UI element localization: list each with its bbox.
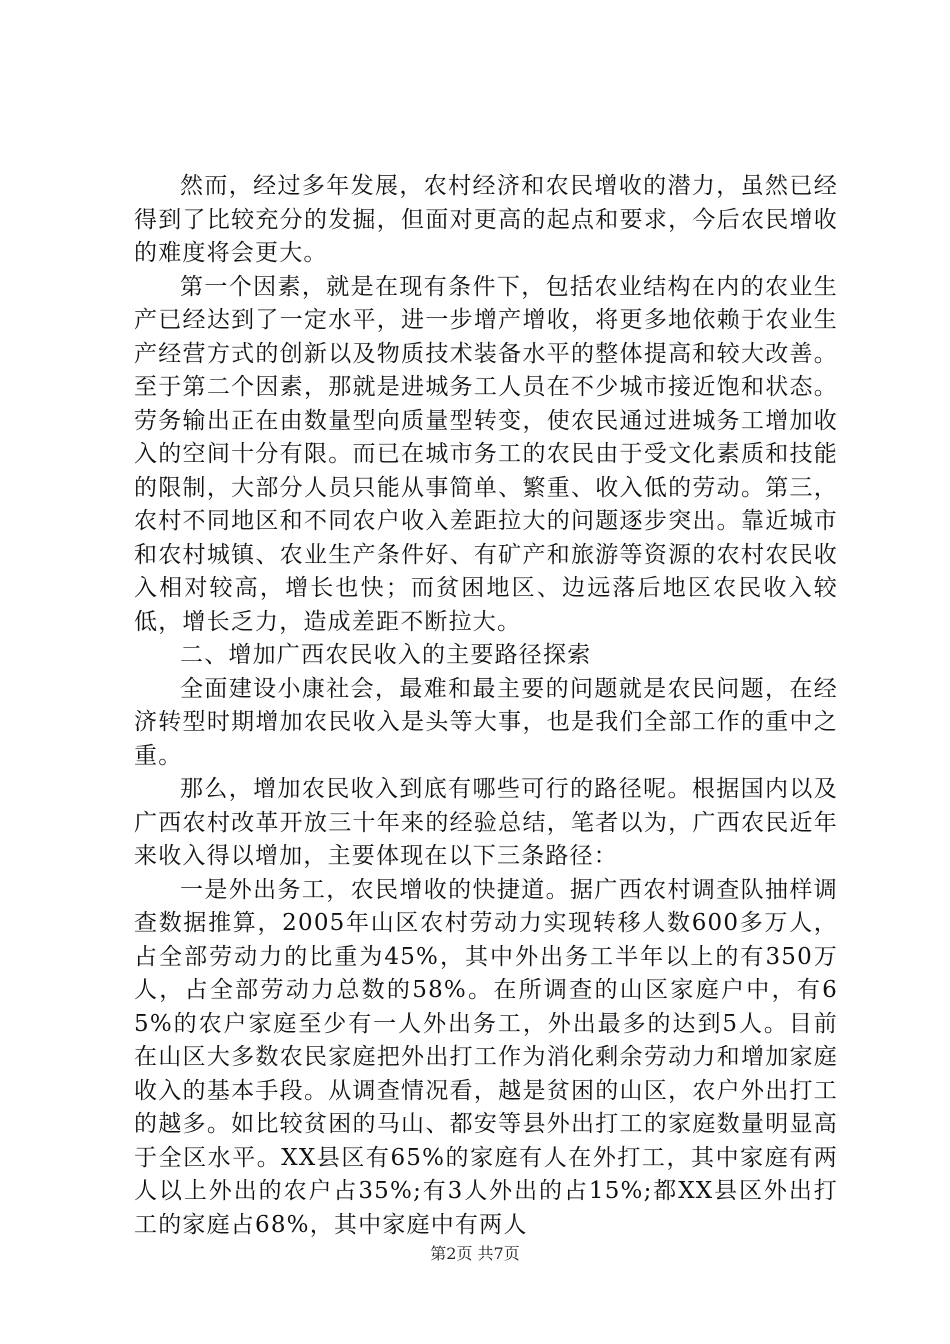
- paragraph-paths-question: 那么，增加农民收入到底有哪些可行的路径呢。根据国内以及广西农村改革开放三十年来的经验总结，笔者以为，广西农民近年来收入得以增加，主要体现在以下三条路径：: [134, 776, 838, 869]
- paragraph-migrant-work: 一是外出务工，农民增收的快捷道。据广西农村调查队抽样调查数据推算，2005年山区农村劳动力实现转移人数600多万人，占全部劳动力的比重为45%，其中外出务工半年以上的有350万人，占全部劳动力总数的58%。在所调查的山区家庭户中，有65%的农户家庭至少有一人外出务工，外出最多的达到5人。目前在山区大多数农民家庭把外出打工作为消化剩余劳动力和增加家庭收入的基本手段。从调查情况看，越是贫困的山区，农户外出打工的越多。如比较贫困的马山、都安等县外出打工的家庭数量明显高于全区水平。XX县区有65%的家庭有人在外打工，其中家庭有两人以上外出的农户占35%;有3人外出的占15%;都XX县区外出打工的家庭占68%，其中家庭中有两人: [134, 876, 838, 1238]
- page-footer: 第2页 共7页: [430, 1244, 520, 1263]
- paragraph-xiaokang: 全面建设小康社会，最难和最主要的问题就是农民问题，在经济转型时期增加农民收入是头等大事，也是我们全部工作的重中之重。: [134, 675, 838, 769]
- paragraph-difficulty-intro: 然而，经过多年发展，农村经济和农民增收的潜力，虽然已经得到了比较充分的发掘，但面对更高的起点和要求，今后农民增收的难度将会更大。: [134, 173, 838, 266]
- document-body: [134, 170, 838, 1242]
- section-heading: 二、增加广西农民收入的主要路径探索: [180, 642, 592, 668]
- paragraph-factors: 第一个因素，就是在现有条件下，包括农业结构在内的农业生产已经达到了一定水平，进一步增产增收，将更多地依赖于农业生产经营方式的创新以及物质技术装备水平的整体提高和较大改善。至于第二个因素，那就是进城务工人员在不少城市接近饱和状态。劳务输出正在由数量型向质量型转变，使农民通过进城务工增加收入的空间十分有限。而已在城市务工的农民由于受文化素质和技能的限制，大部分人员只能从事简单、繁重、收入低的劳动。第三，农村不同地区和不同农户收入差距拉大的问题逐步突出。靠近城市和农村城镇、农业生产条件好、有矿产和旅游等资源的农村农民收入相对较高，增长也快；而贫困地区、边远落后地区农民收入较低，增长乏力，造成差距不断拉大。: [134, 273, 838, 635]
